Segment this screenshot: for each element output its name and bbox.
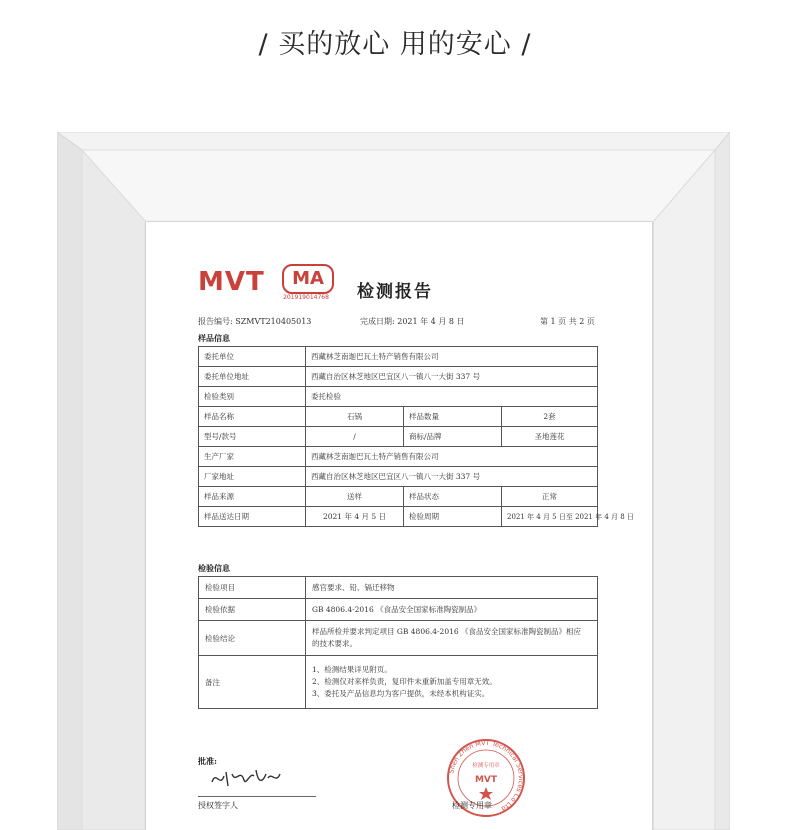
svg-text:Shen Zhen MVT Technical Servic: Shen Zhen MVT Technical Services Co Ltd bbox=[447, 738, 526, 813]
signature-line bbox=[198, 796, 316, 797]
page-headline: / 买的放心 用的安心 / bbox=[258, 29, 532, 60]
table-row bbox=[199, 427, 598, 447]
svg-text:MVT: MVT bbox=[474, 775, 498, 785]
report-title: 检测报告 bbox=[357, 282, 433, 302]
client-label: 委托单位 bbox=[199, 347, 306, 367]
mvt-logo: MVT bbox=[198, 267, 265, 297]
arrival-date-value: 2021 年 4 月 5 日 bbox=[306, 507, 404, 527]
test-period-label: 检验周期 bbox=[404, 507, 502, 527]
table-row bbox=[199, 467, 598, 487]
handwritten-signature bbox=[206, 762, 286, 792]
report-number: 报告编号: SZMVT210405013 bbox=[198, 317, 312, 326]
test-type-value: 委托检验 bbox=[306, 387, 598, 407]
remarks-value bbox=[306, 656, 598, 709]
test-basis-label: 检验依据 bbox=[199, 599, 306, 621]
maker-address-value: 西藏自治区林芝地区巴宜区八一镇八一大街 337 号 bbox=[306, 467, 598, 487]
table-row bbox=[199, 367, 598, 387]
conclusion-value bbox=[306, 621, 598, 656]
model-value: / bbox=[306, 427, 404, 447]
test-info-title: 检验信息 bbox=[198, 563, 230, 573]
sample-source-value: 送样 bbox=[306, 487, 404, 507]
test-info-table bbox=[198, 576, 598, 709]
approve-label: 批准: bbox=[198, 756, 217, 766]
remarks-label: 备注 bbox=[199, 656, 306, 709]
maker-value: 西藏林芝南迦巴瓦土特产销售有限公司 bbox=[306, 447, 598, 467]
page-indicator: 第 1 页 共 2 页 bbox=[540, 317, 595, 326]
remark-line: 2、检测仅对来样负责，复印件未重新加盖专用章无效。 bbox=[312, 677, 497, 686]
test-items-value: 感官要求、铅、镉迁移物 bbox=[306, 577, 598, 599]
cma-logo: MA bbox=[282, 264, 334, 294]
client-address-label: 委托单位地址 bbox=[199, 367, 306, 387]
maker-label: 生产厂家 bbox=[199, 447, 306, 467]
conclusion-line-1: 样品所检并要求判定项目 GB 4806.4-2016 《食品安全国家标准陶瓷制品》相应 bbox=[312, 627, 582, 636]
table-row bbox=[199, 487, 598, 507]
table-row bbox=[199, 347, 598, 367]
cma-number: 201919014768 bbox=[283, 294, 329, 301]
conclusion-label: 检验结论 bbox=[199, 621, 306, 656]
sample-qty-value: 2套 bbox=[502, 407, 598, 427]
test-period-value: 2021 年 4 月 5 日至 2021 年 4 月 8 日 bbox=[502, 507, 598, 527]
brand-value: 圣地莲花 bbox=[502, 427, 598, 447]
model-label: 型号/款号 bbox=[199, 427, 306, 447]
sample-name-label: 样品名称 bbox=[199, 407, 306, 427]
table-row bbox=[199, 407, 598, 427]
brand-label: 商标/品牌 bbox=[404, 427, 502, 447]
authorized-signer-label: 授权签字人 bbox=[198, 801, 238, 810]
table-row bbox=[199, 599, 598, 621]
sample-state-value: 正常 bbox=[502, 487, 598, 507]
sample-qty-label: 样品数量 bbox=[404, 407, 502, 427]
sample-name-value: 石锅 bbox=[306, 407, 404, 427]
table-row bbox=[199, 656, 598, 709]
remark-line: 3、委托及产品信息均为客户提供，未经本机构证实。 bbox=[312, 689, 490, 698]
finish-date: 完成日期: 2021 年 4 月 8 日 bbox=[360, 317, 465, 326]
seal-label: 检测专用章 bbox=[452, 801, 492, 810]
test-items-label: 检验项目 bbox=[199, 577, 306, 599]
arrival-date-label: 样品送达日期 bbox=[199, 507, 306, 527]
table-row bbox=[199, 577, 598, 599]
test-basis-value: GB 4806.4-2016 《食品安全国家标准陶瓷制品》 bbox=[306, 599, 598, 621]
table-row bbox=[199, 447, 598, 467]
test-report-document bbox=[146, 222, 652, 830]
sample-source-label: 样品来源 bbox=[199, 487, 306, 507]
sample-info-table bbox=[198, 346, 634, 527]
conclusion-line-2: 的技术要求。 bbox=[312, 639, 357, 648]
table-row bbox=[199, 507, 598, 527]
table-row bbox=[199, 621, 598, 656]
client-address-value: 西藏自治区林芝地区巴宜区八一镇八一大街 337 号 bbox=[306, 367, 598, 387]
table-row bbox=[199, 387, 598, 407]
remark-line: 1、检测结果详见附页。 bbox=[312, 665, 392, 674]
client-value: 西藏林芝南迦巴瓦土特产销售有限公司 bbox=[306, 347, 598, 367]
test-type-label: 检验类别 bbox=[199, 387, 306, 407]
sample-state-label: 样品状态 bbox=[404, 487, 502, 507]
sample-info-title: 样品信息 bbox=[198, 333, 230, 343]
svg-text:检测专用章: 检测专用章 bbox=[472, 763, 500, 769]
maker-address-label: 厂家地址 bbox=[199, 467, 306, 487]
